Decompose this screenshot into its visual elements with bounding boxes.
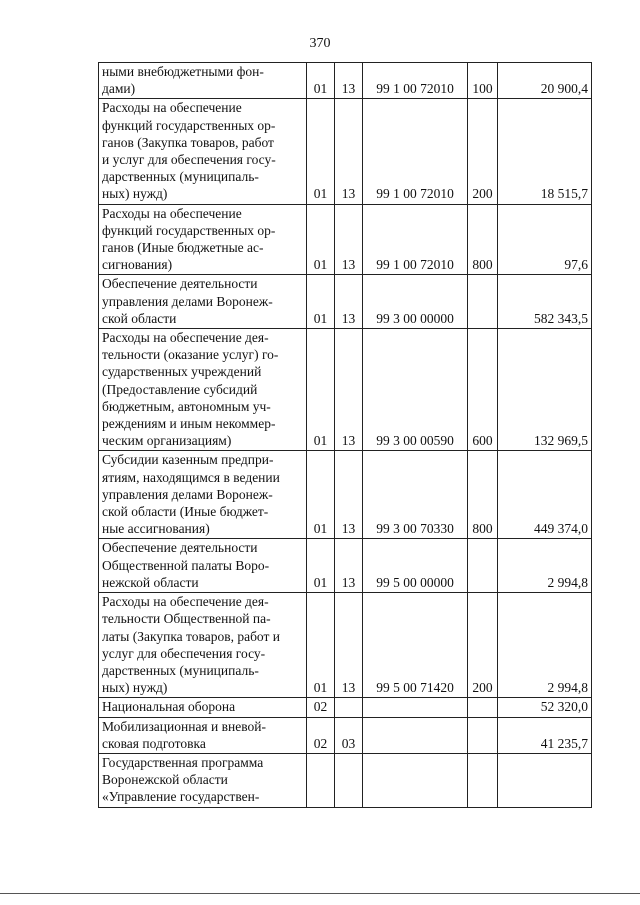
row-name-line: тельности (оказание услуг) го-	[102, 347, 279, 363]
amount: 449 374,0	[498, 451, 592, 539]
section-code: 01	[307, 539, 335, 593]
section-code: 01	[307, 451, 335, 539]
row-name-line: Государственная программа	[102, 754, 264, 770]
section-code: 01	[307, 275, 335, 329]
row-name-line: управления делами Воронеж-	[102, 486, 273, 502]
row-name-line: Субсидии казенным предпри-	[102, 452, 274, 468]
amount: 582 343,5	[498, 275, 592, 329]
subsection-code: 13	[335, 451, 363, 539]
section-code: 01	[307, 593, 335, 698]
row-name-line: Воронежской области	[102, 772, 228, 788]
table-row	[99, 717, 592, 753]
expense-type-code	[468, 275, 498, 329]
row-name	[99, 593, 307, 698]
row-name-line: Расходы на обеспечение дея-	[102, 330, 269, 346]
table-row	[99, 593, 592, 698]
expense-type-code: 100	[468, 63, 498, 99]
row-name-line: Расходы на обеспечение	[102, 100, 242, 116]
budget-table-body	[99, 63, 592, 808]
target-article-code: 99 5 00 00000	[363, 539, 468, 593]
target-article-code: 99 3 00 00000	[363, 275, 468, 329]
amount: 132 969,5	[498, 329, 592, 451]
row-name-line: функций государственных ор-	[102, 222, 276, 238]
row-name	[99, 717, 307, 753]
expense-type-code: 200	[468, 99, 498, 204]
row-name	[99, 275, 307, 329]
row-name-line: сигнования)	[102, 257, 173, 273]
row-name-line: и услуг для обеспечения госу-	[102, 152, 276, 168]
expense-type-code: 800	[468, 204, 498, 275]
row-name-line: Общественной палаты Воро-	[102, 557, 270, 573]
row-name	[99, 753, 307, 807]
section-code: 01	[307, 329, 335, 451]
amount: 2 994,8	[498, 539, 592, 593]
row-name-line: дарственных (муниципаль-	[102, 662, 259, 678]
row-name	[99, 698, 307, 717]
target-article-code: 99 3 00 70330	[363, 451, 468, 539]
table-row	[99, 99, 592, 204]
row-name-line: ганов (Закупка товаров, работ	[102, 134, 274, 150]
subsection-code: 13	[335, 63, 363, 99]
target-article-code: 99 5 00 71420	[363, 593, 468, 698]
row-name-line: бюджетным, автономным уч-	[102, 398, 271, 414]
expense-type-code	[468, 717, 498, 753]
row-name-line: реждениям и иным некоммер-	[102, 416, 276, 432]
target-article-code: 99 1 00 72010	[363, 63, 468, 99]
table-row	[99, 204, 592, 275]
row-name-line: нежской области	[102, 574, 199, 590]
table-row	[99, 753, 592, 807]
target-article-code: 99 1 00 72010	[363, 204, 468, 275]
expense-type-code	[468, 753, 498, 807]
row-name	[99, 539, 307, 593]
row-name-line: ческим организациям)	[102, 433, 232, 449]
row-name-line: тельности Общественной па-	[102, 611, 271, 627]
table-row	[99, 539, 592, 593]
row-name-line: ные ассигнования)	[102, 521, 210, 537]
row-name	[99, 451, 307, 539]
amount: 97,6	[498, 204, 592, 275]
amount: 2 994,8	[498, 593, 592, 698]
row-name-line: ской области (Иные бюджет-	[102, 504, 269, 520]
row-name-line: сковая подготовка	[102, 735, 206, 751]
table-row	[99, 275, 592, 329]
row-name	[99, 329, 307, 451]
row-name	[99, 99, 307, 204]
subsection-code: 03	[335, 717, 363, 753]
table-row	[99, 451, 592, 539]
page-number: 370	[309, 36, 331, 51]
section-code: 01	[307, 63, 335, 99]
row-name-line: «Управление государствен-	[102, 789, 260, 805]
amount: 18 515,7	[498, 99, 592, 204]
row-name-line: латы (Закупка товаров, работ и	[102, 628, 281, 644]
section-code	[307, 753, 335, 807]
row-name-line: дами)	[102, 81, 136, 97]
target-article-code: 99 3 00 00590	[363, 329, 468, 451]
row-name-line: ганов (Иные бюджетные ас-	[102, 240, 264, 256]
row-name-line: ятиям, находящимся в ведении	[102, 469, 280, 485]
subsection-code	[335, 698, 363, 717]
table-row	[99, 329, 592, 451]
subsection-code	[335, 753, 363, 807]
row-name-line: Мобилизационная и вневой-	[102, 718, 266, 734]
row-name-line: ных) нужд)	[102, 186, 168, 202]
amount	[498, 753, 592, 807]
table-row	[99, 698, 592, 717]
expense-type-code: 600	[468, 329, 498, 451]
expense-type-code: 800	[468, 451, 498, 539]
row-name	[99, 63, 307, 99]
subsection-code: 13	[335, 275, 363, 329]
section-code: 01	[307, 204, 335, 275]
amount: 41 235,7	[498, 717, 592, 753]
row-name-line: сударственных учреждений	[102, 364, 262, 380]
subsection-code: 13	[335, 204, 363, 275]
section-code: 01	[307, 99, 335, 204]
row-name-line: услуг для обеспечения госу-	[102, 645, 266, 661]
row-name-line: Расходы на обеспечение	[102, 205, 242, 221]
expense-type-code	[468, 698, 498, 717]
row-name-line: ской области	[102, 310, 177, 326]
row-name-line: дарственных (муниципаль-	[102, 169, 259, 185]
amount: 52 320,0	[498, 698, 592, 717]
row-name-line: функций государственных ор-	[102, 117, 276, 133]
budget-table	[98, 62, 592, 808]
target-article-code: 99 1 00 72010	[363, 99, 468, 204]
row-name-line: Национальная оборона	[102, 699, 236, 715]
subsection-code: 13	[335, 99, 363, 204]
expense-type-code	[468, 539, 498, 593]
table-row	[99, 63, 592, 99]
target-article-code	[363, 717, 468, 753]
row-name-line: Расходы на обеспечение дея-	[102, 594, 269, 610]
amount: 20 900,4	[498, 63, 592, 99]
row-name-line: ными внебюджетными фон-	[102, 64, 264, 79]
row-name-line: ных) нужд)	[102, 680, 168, 696]
row-name-line: (Предоставление субсидий	[102, 381, 258, 397]
expense-type-code: 200	[468, 593, 498, 698]
target-article-code	[363, 698, 468, 717]
row-name-line: Обеспечение деятельности	[102, 276, 258, 292]
row-name-line: управления делами Воронеж-	[102, 293, 273, 309]
bottom-rule	[0, 893, 640, 894]
subsection-code: 13	[335, 593, 363, 698]
row-name-line: Обеспечение деятельности	[102, 540, 258, 556]
section-code: 02	[307, 698, 335, 717]
subsection-code: 13	[335, 329, 363, 451]
section-code: 02	[307, 717, 335, 753]
target-article-code	[363, 753, 468, 807]
subsection-code: 13	[335, 539, 363, 593]
row-name	[99, 204, 307, 275]
